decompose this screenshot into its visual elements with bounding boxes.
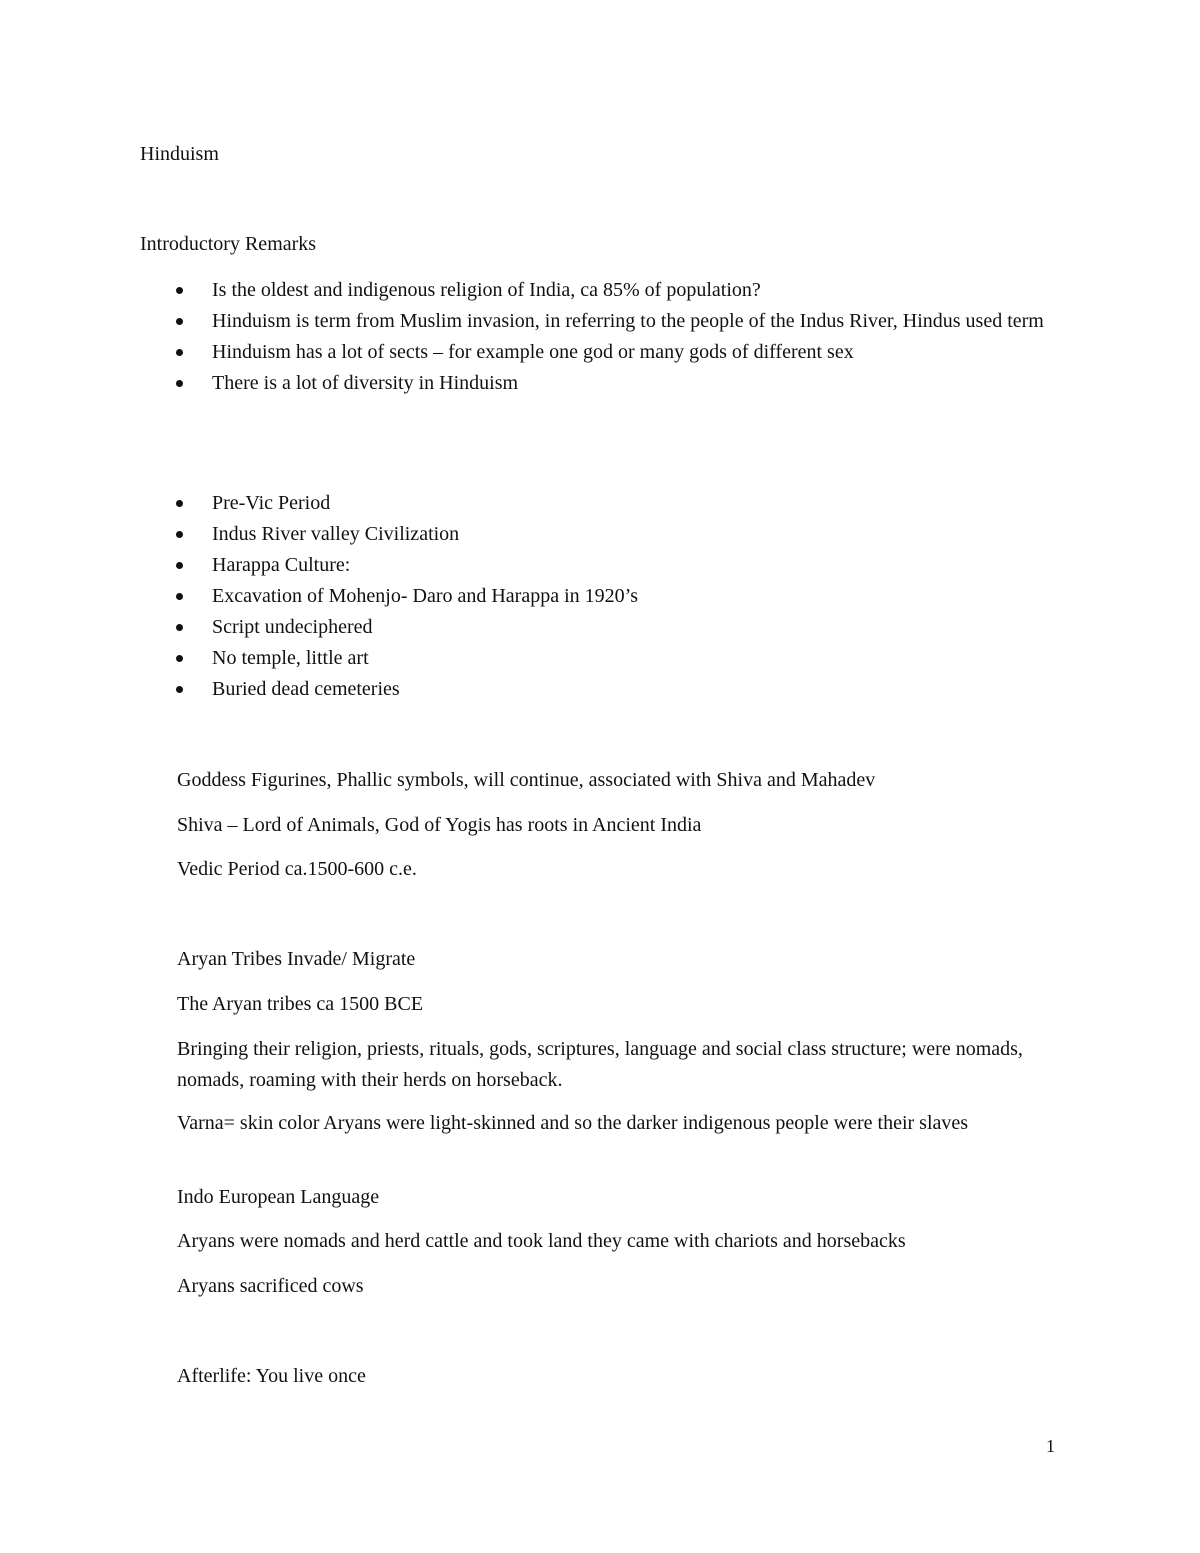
bullet-icon <box>176 624 183 631</box>
list-item <box>140 519 1060 550</box>
paragraph-aryans-nomads: Aryans were nomads and herd cattle and took land they came with chariots and horsebacks <box>177 1230 906 1252</box>
bullet-icon <box>176 349 183 356</box>
intro-bullet-list <box>140 275 1060 399</box>
list-item-text: Hinduism has a lot of sects – for example one god or many gods of different sex <box>212 341 854 363</box>
list-item-text: Pre-Vic Period <box>212 492 331 514</box>
paragraph-varna: Varna= skin color Aryans were light-skinned and so the darker indigenous people were their slaves <box>177 1112 969 1134</box>
list-item <box>140 550 1060 581</box>
paragraph-vedic-period: Vedic Period ca.1500-600 c.e. <box>177 858 417 880</box>
list-item <box>140 612 1060 643</box>
bullet-icon <box>176 380 183 387</box>
list-item <box>140 275 1060 306</box>
list-item <box>140 643 1060 674</box>
period-bullet-list <box>140 488 1060 705</box>
list-item <box>140 306 1060 337</box>
bullet-icon <box>176 287 183 294</box>
bullet-icon <box>176 593 183 600</box>
bullet-icon <box>176 655 183 662</box>
list-item-text: Excavation of Mohenjo- Daro and Harappa in 1920’s <box>212 585 638 607</box>
paragraph-aryan-tribes-heading: Aryan Tribes Invade/ Migrate <box>177 948 416 970</box>
bullet-icon <box>176 500 183 507</box>
list-item-text: There is a lot of diversity in Hinduism <box>212 372 519 394</box>
list-item-text: No temple, little art <box>212 647 369 669</box>
bullet-icon <box>176 531 183 538</box>
paragraph-goddess-figurines: Goddess Figurines, Phallic symbols, will continue, associated with Shiva and Mahadev <box>177 769 876 791</box>
list-item <box>140 368 1060 399</box>
bullet-icon <box>176 562 183 569</box>
list-item <box>140 581 1060 612</box>
bullet-icon <box>176 686 183 693</box>
list-item-text: Is the oldest and indigenous religion of India, ca 85% of population? <box>212 279 761 301</box>
list-item-text: Harappa Culture: <box>212 554 351 576</box>
paragraph-shiva: Shiva – Lord of Animals, God of Yogis has roots in Ancient India <box>177 814 702 836</box>
list-item-text: Hinduism is term from Muslim invasion, in referring to the people of the Indus River, Hindus used term <box>212 310 1044 332</box>
list-item <box>140 674 1060 705</box>
paragraph-afterlife: Afterlife: You live once <box>177 1365 366 1387</box>
section-heading: Introductory Remarks <box>140 233 317 255</box>
page-number: 1 <box>1046 1436 1055 1456</box>
list-item <box>140 337 1060 368</box>
document-title: Hinduism <box>140 143 219 165</box>
paragraph-aryans-cows: Aryans sacrificed cows <box>177 1275 364 1297</box>
list-item <box>140 488 1060 519</box>
paragraph-aryan-tribes-date: The Aryan tribes ca 1500 BCE <box>177 993 424 1015</box>
list-item-text: Buried dead cemeteries <box>212 678 400 700</box>
paragraph-bringing-religion: Bringing their religion, priests, rituals, gods, scriptures, language and social class structure; were nomads, nomads, roaming with their herds on horseback. <box>177 1038 1023 1091</box>
list-item-text: Indus River valley Civilization <box>212 523 460 545</box>
bullet-icon <box>176 318 183 325</box>
paragraph-indo-european: Indo European Language <box>177 1186 380 1208</box>
list-item-text: Script undeciphered <box>212 616 373 638</box>
